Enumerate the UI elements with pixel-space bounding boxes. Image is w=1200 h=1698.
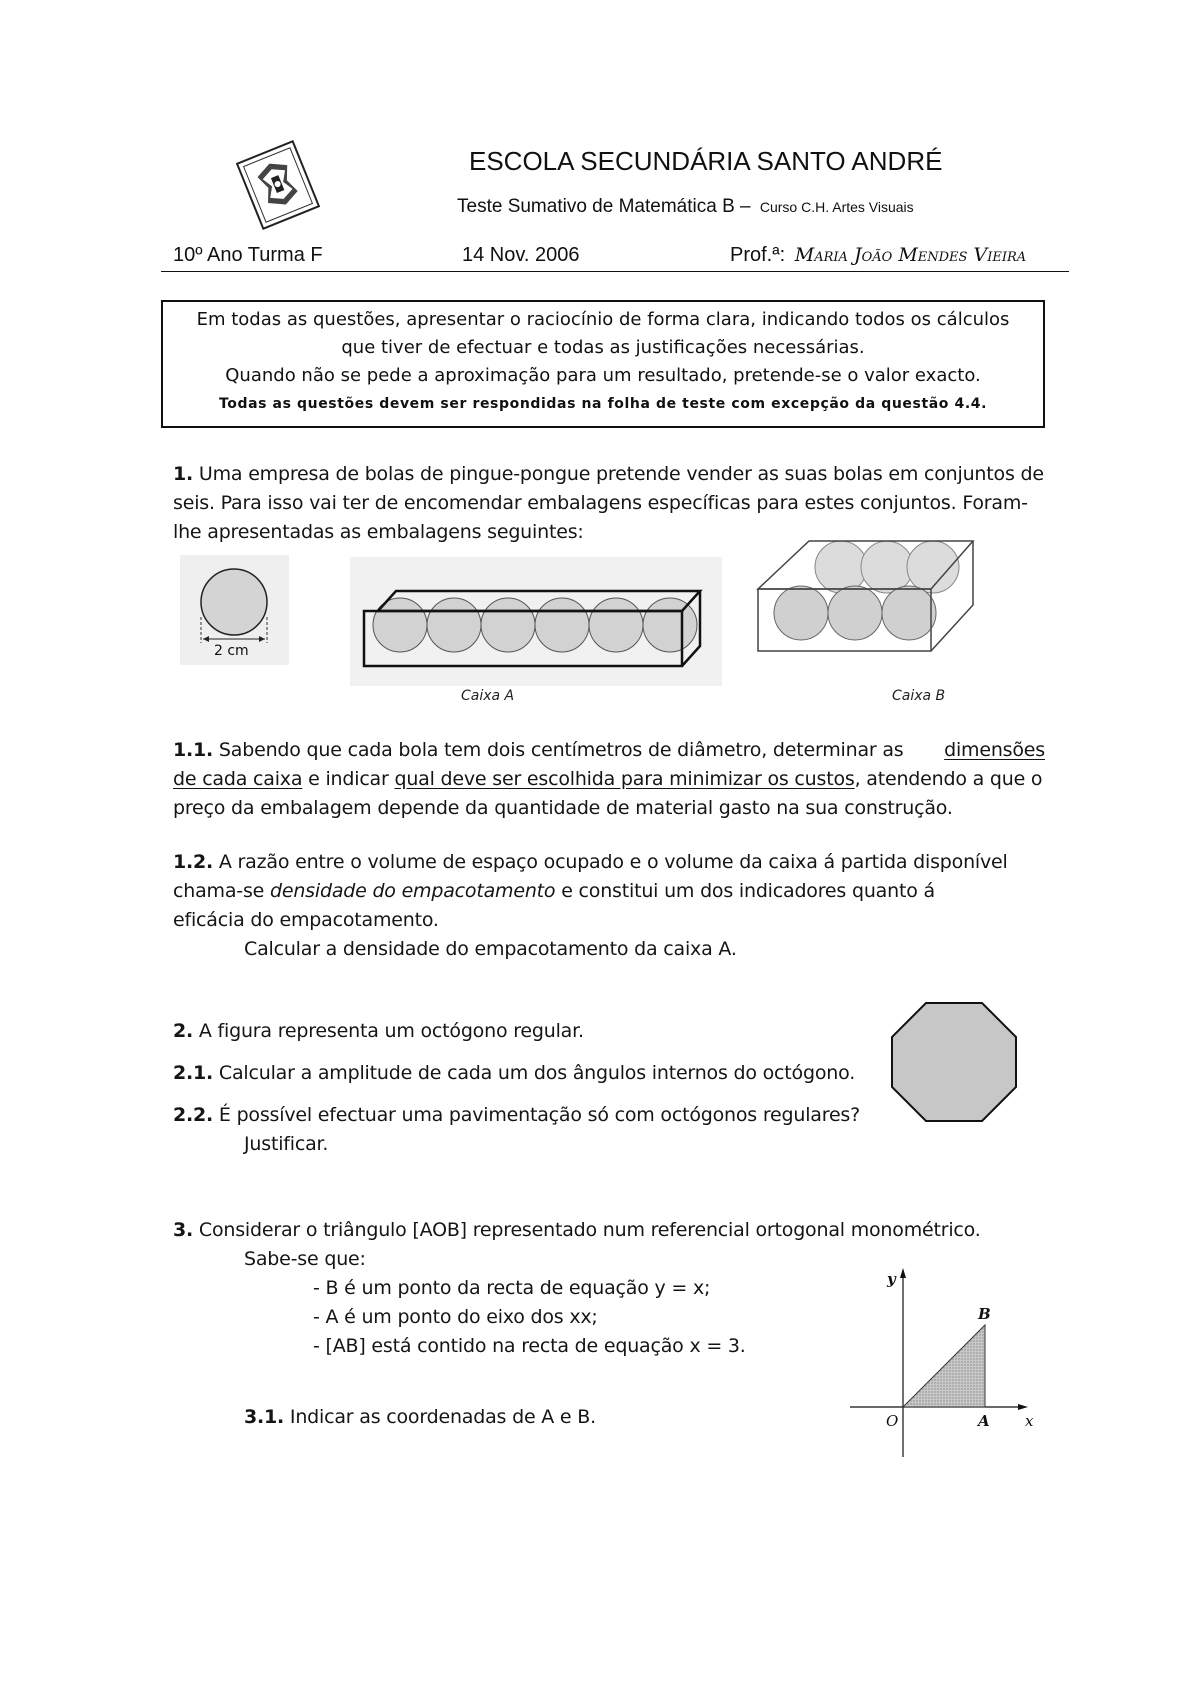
- q1-2-number: 1.2.: [173, 851, 214, 873]
- instruction-line: Quando não se pede a aproximação para um resultado, pretende-se o valor exacto.: [225, 365, 981, 386]
- instructions-box: [161, 300, 1045, 428]
- q1-2-text: A razão entre o volume de espaço ocupado e o volume da caixa á partida disponível: [218, 851, 1008, 873]
- instruction-line: que tiver de efectuar e todas as justificações necessárias.: [341, 337, 865, 358]
- caption-box-b: Caixa B: [892, 688, 946, 704]
- q1-2-text: e constitui um dos indicadores quanto á: [561, 880, 935, 902]
- q1-1-line: [173, 736, 1045, 765]
- question-2: [173, 1017, 873, 1159]
- q3-number: 3.: [173, 1219, 194, 1241]
- q1-2-text: chama-se: [173, 880, 265, 902]
- q2-1-line: [173, 1059, 873, 1088]
- q1-1-underline-dimensions: dimensões: [944, 739, 1045, 761]
- class-label: 10º Ano Turma F: [173, 244, 323, 266]
- q1-1-underline-choice: qual deve ser escolhida para minimizar os custos: [394, 768, 855, 790]
- q2-line: [173, 1017, 873, 1046]
- q2-2-justify: Justificar.: [244, 1133, 329, 1155]
- q1-2-line: [173, 848, 1053, 877]
- q1-line: [173, 460, 1053, 489]
- ball-dimension-label: 2 cm: [214, 643, 249, 659]
- q3-text: Considerar o triângulo [AOB] representado num referencial ortogonal monométrico.: [198, 1219, 981, 1241]
- course-name: Curso C.H. Artes Visuais: [759, 199, 914, 215]
- q1-1-text: , atendendo a que o: [854, 768, 1043, 790]
- q1-1-line: [173, 765, 1045, 794]
- q1-text: Uma empresa de bolas de pingue-pongue pretende vender as suas bolas em conjuntos de: [198, 463, 1044, 485]
- q1-1-text: e indicar: [308, 768, 389, 790]
- q3-intro: Sabe-se que:: [244, 1248, 366, 1270]
- q1-1-underline-each-box: de cada caixa: [173, 768, 303, 790]
- q3-condition: - B é um ponto da recta de equação y = x;: [313, 1277, 711, 1299]
- q1-line: seis. Para isso vai ter de encomendar embalagens específicas para estes conjuntos. Foram-: [173, 492, 1028, 514]
- graph-a-label: A: [978, 1412, 990, 1430]
- question-1-1: [173, 736, 1045, 823]
- teacher-name: Maria João Mendes Vieira: [794, 244, 1027, 266]
- q1-2-task: Calcular a densidade do empacotamento da caixa A.: [244, 938, 737, 960]
- teacher-line: [730, 244, 1026, 267]
- q1-number: 1.: [173, 463, 194, 485]
- q3-1-number: 3.1.: [244, 1406, 285, 1428]
- school-name: ESCOLA SECUNDÁRIA SANTO ANDRÉ: [469, 146, 943, 176]
- q1-2-line: eficácia do empacotamento.: [173, 909, 439, 931]
- q2-2-number: 2.2.: [173, 1104, 214, 1126]
- q2-text: A figura representa um octógono regular.: [198, 1020, 584, 1042]
- graph-x-label: x: [1025, 1412, 1034, 1430]
- q1-2-term: densidade do empacotamento: [269, 880, 556, 902]
- octagon-figure: [888, 997, 1020, 1125]
- q3-1-text: Indicar as coordenadas de A e B.: [289, 1406, 596, 1428]
- q3-condition: - A é um ponto do eixo dos xx;: [313, 1306, 598, 1328]
- instruction-line: Em todas as questões, apresentar o raciocínio de forma clara, indicando todos os cálculos: [196, 309, 1010, 330]
- q1-1-number: 1.1.: [173, 739, 214, 761]
- q2-2-text: É possível efectuar uma pavimentação só com octógonos regulares?: [218, 1104, 861, 1126]
- q3-condition: - [AB] está contido na recta de equação x = 3.: [313, 1335, 746, 1357]
- q3-line: [173, 1216, 1053, 1245]
- q1-line: lhe apresentadas as embalagens seguintes:: [173, 521, 584, 543]
- q2-1-text: Calcular a amplitude de cada um dos ângulos internos do octógono.: [218, 1062, 856, 1084]
- test-title: Teste Sumativo de Matemática B –: [457, 196, 751, 217]
- test-title-line: [457, 196, 914, 218]
- q2-2-line: [173, 1101, 873, 1130]
- q2-number: 2.: [173, 1020, 194, 1042]
- q1-1-line: preço da embalagem depende da quantidade de material gasto na sua construção.: [173, 797, 953, 819]
- ball-figure: [180, 555, 289, 665]
- graph-o-label: O: [886, 1412, 899, 1430]
- date-label: 14 Nov. 2006: [462, 244, 580, 266]
- box-a-figure: [350, 557, 722, 686]
- q1-1-text: Sabendo que cada bola tem dois centímetros de diâmetro, determinar as: [218, 739, 904, 761]
- instruction-bold-line: Todas as questões devem ser respondidas na folha de teste com excepção da questão 4.4.: [218, 396, 988, 412]
- q2-1-number: 2.1.: [173, 1062, 214, 1084]
- school-logo: [236, 140, 320, 230]
- question-1-2: [173, 848, 1053, 964]
- graph-b-label: B: [978, 1305, 991, 1323]
- triangle-graph: [850, 1262, 1040, 1467]
- graph-y-label: y: [887, 1270, 896, 1288]
- caption-box-a: Caixa A: [461, 688, 515, 704]
- q1-2-line: [173, 877, 1053, 906]
- header-divider: [161, 271, 1069, 272]
- box-b-figure: [755, 525, 985, 662]
- teacher-label: Prof.ª:: [730, 244, 786, 266]
